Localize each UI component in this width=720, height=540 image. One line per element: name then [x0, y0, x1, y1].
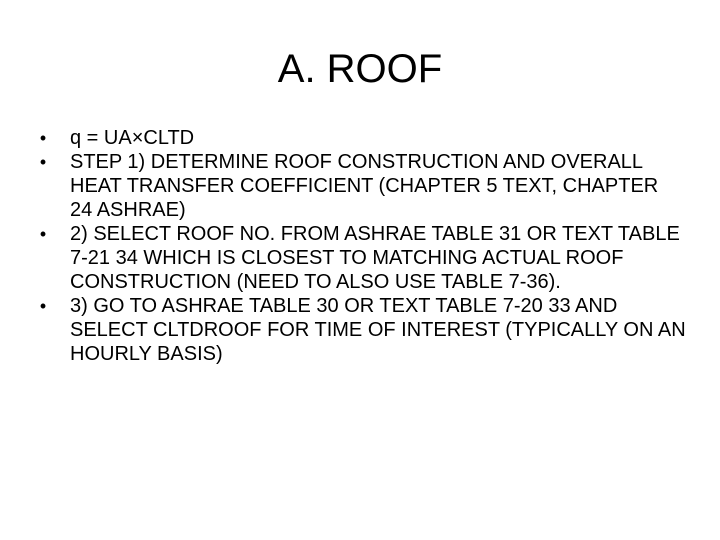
- bullet-text: 2) SELECT ROOF NO. FROM ASHRAE TABLE 31 OR TEXT TABLE 7-21 34 WHICH IS CLOSEST TO MATCHING ACTUAL ROOF CONSTRUCTION (NEED TO ALSO USE TABLE 7-36).: [70, 223, 680, 293]
- bullet-text: q = UA×CLTD: [70, 127, 195, 149]
- bullet-item: [36, 126, 686, 150]
- bullet-item: [36, 222, 686, 294]
- bullet-icon: •: [39, 224, 47, 244]
- bullet-list: [36, 126, 686, 366]
- bullet-icon: •: [39, 296, 47, 316]
- bullet-icon: •: [39, 128, 47, 148]
- slide-title: A. ROOF: [277, 47, 443, 91]
- bullet-icon: •: [39, 152, 47, 172]
- bullet-text: STEP 1) DETERMINE ROOF CONSTRUCTION AND OVERALL HEAT TRANSFER COEFFICIENT (CHAPTER 5 TEXT, CHAPTER 24 ASHRAE): [70, 151, 659, 221]
- bullet-item: [36, 294, 686, 366]
- bullet-item: [36, 150, 686, 222]
- bullet-text: 3) GO TO ASHRAE TABLE 30 OR TEXT TABLE 7-20 33 AND SELECT CLTDROOF FOR TIME OF INTEREST (TYPICALLY ON AN HOURLY BASIS): [70, 295, 686, 365]
